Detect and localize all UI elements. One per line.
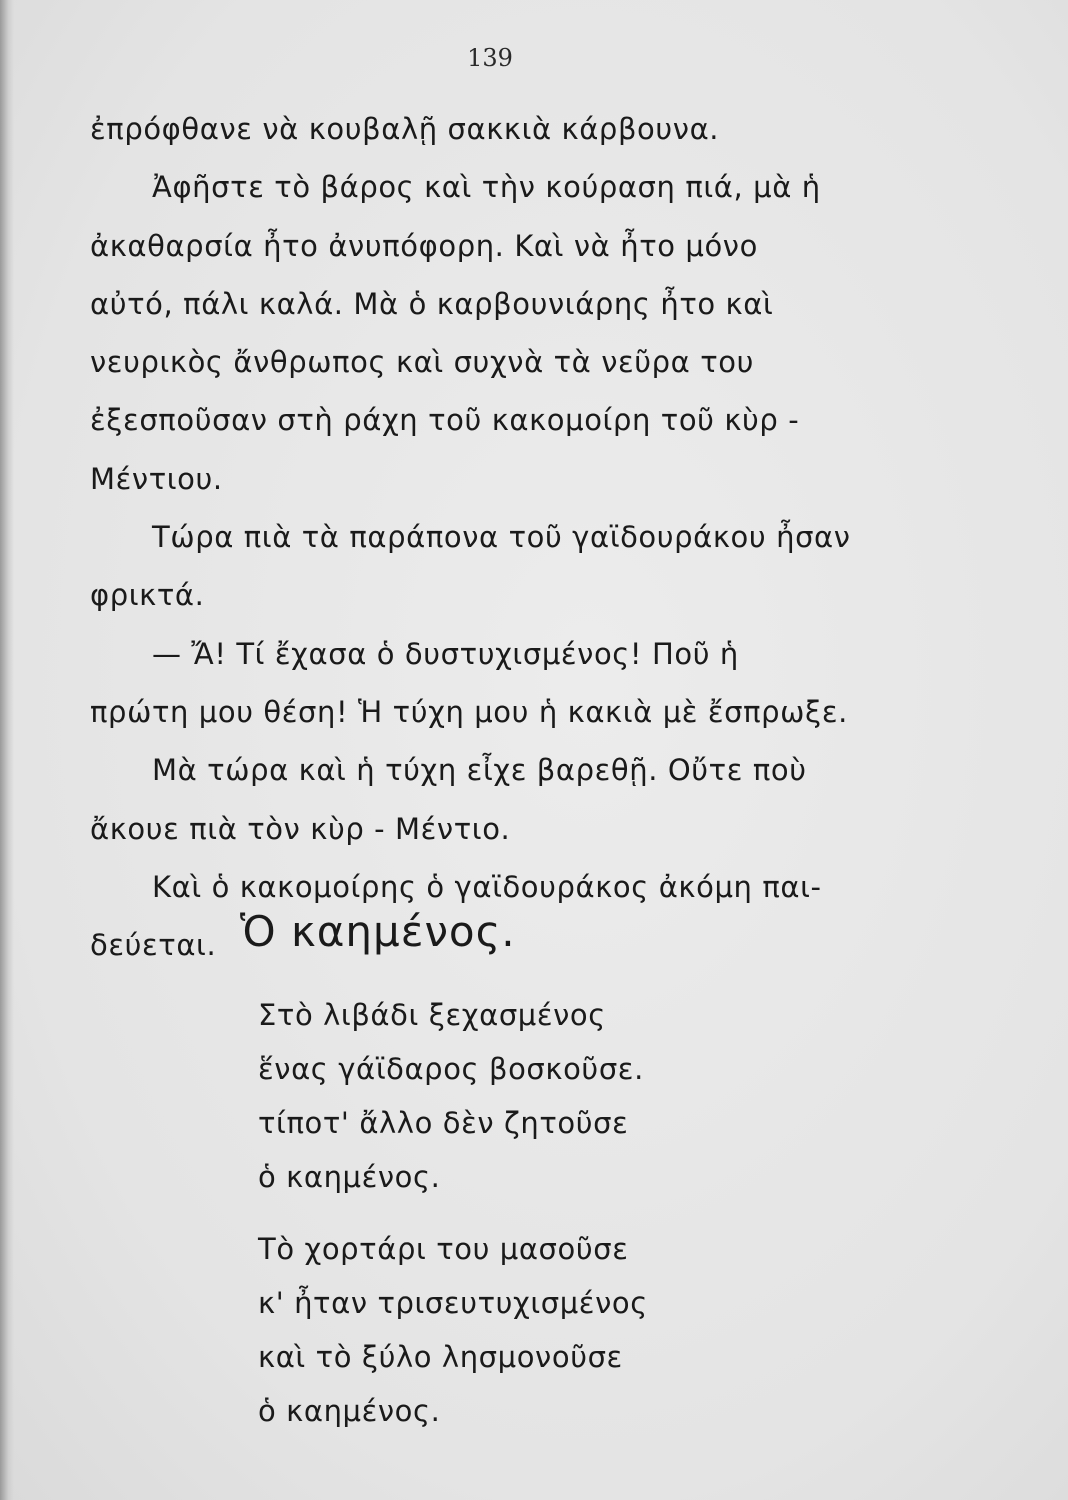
prose-line: Μέντιου. — [90, 461, 223, 496]
prose-line: ἀκαθαρσία ἦτο ἀνυπόφορη. Καὶ νὰ ἦτο μόνο — [90, 228, 758, 263]
poem-stanza — [258, 1222, 758, 1438]
prose-line: πρώτη μου θέση! Ἡ τύχη μου ἡ κακιὰ μὲ ἔσπρωξε. — [90, 694, 848, 729]
prose-line: ἐπρόφθανε νὰ κουβαλῇ σακκιὰ κάρβουνα. — [90, 112, 720, 146]
poem-verse: Τὸ χορτάρι του μασοῦσε — [258, 1232, 629, 1266]
poem-verse: ὁ καημένος. — [258, 1394, 441, 1428]
poem-verse: ὁ καημένος. — [258, 1160, 441, 1194]
poem-title: Ὁ καημένος. — [240, 907, 516, 956]
poem-verse: κ' ἦταν τρισευτυχισμένος — [258, 1286, 648, 1320]
poem-verse: ἕνας γάϊδαρος βοσκοῦσε. — [258, 1052, 644, 1086]
prose-line: Τώρα πιὰ τὰ παράπονα τοῦ γαϊδουράκου ἦσαν — [152, 520, 851, 555]
poem-verse: τίποτ' ἄλλο δὲν ζητοῦσε — [258, 1106, 629, 1140]
prose-line: ἐξεσποῦσαν στὴ ράχη τοῦ κακομοίρη τοῦ κὺρ - — [90, 403, 800, 438]
page-number: 139 — [467, 44, 513, 72]
prose-line: δεύεται. — [90, 928, 217, 963]
prose-line: αὐτό, πάλι καλά. Μὰ ὁ καρβουνιάρης ἦτο καὶ — [90, 286, 774, 321]
prose-text — [90, 100, 910, 974]
page-binding-edge — [0, 0, 14, 1500]
poem-stanza — [258, 988, 758, 1204]
dialogue-line: — Ἄ! Τί ἔχασα ὁ δυστυχισμένος! Ποῦ ἡ — [152, 636, 739, 671]
poem-verse: καὶ τὸ ξύλο λησμονοῦσε — [258, 1340, 623, 1374]
prose-line: Μὰ τώρα καὶ ἡ τύχη εἶχε βαρεθῇ. Οὔτε ποὺ — [152, 753, 807, 788]
prose-line: νευρικὸς ἄνθρωπος καὶ συχνὰ τὰ νεῦρα του — [90, 345, 754, 380]
poem-verse: Στὸ λιβάδι ξεχασμένος — [258, 998, 606, 1032]
prose-line: ἄκουε πιὰ τὸν κὺρ - Μέντιο. — [90, 811, 511, 846]
prose-line: Καὶ ὁ κακομοίρης ὁ γαϊδουράκος ἀκόμη παι- — [152, 869, 822, 904]
prose-line: Ἀφῆστε τὸ βάρος καὶ τὴν κούραση πιά, μὰ ἡ — [152, 170, 821, 205]
prose-line: φρικτά. — [90, 578, 205, 613]
